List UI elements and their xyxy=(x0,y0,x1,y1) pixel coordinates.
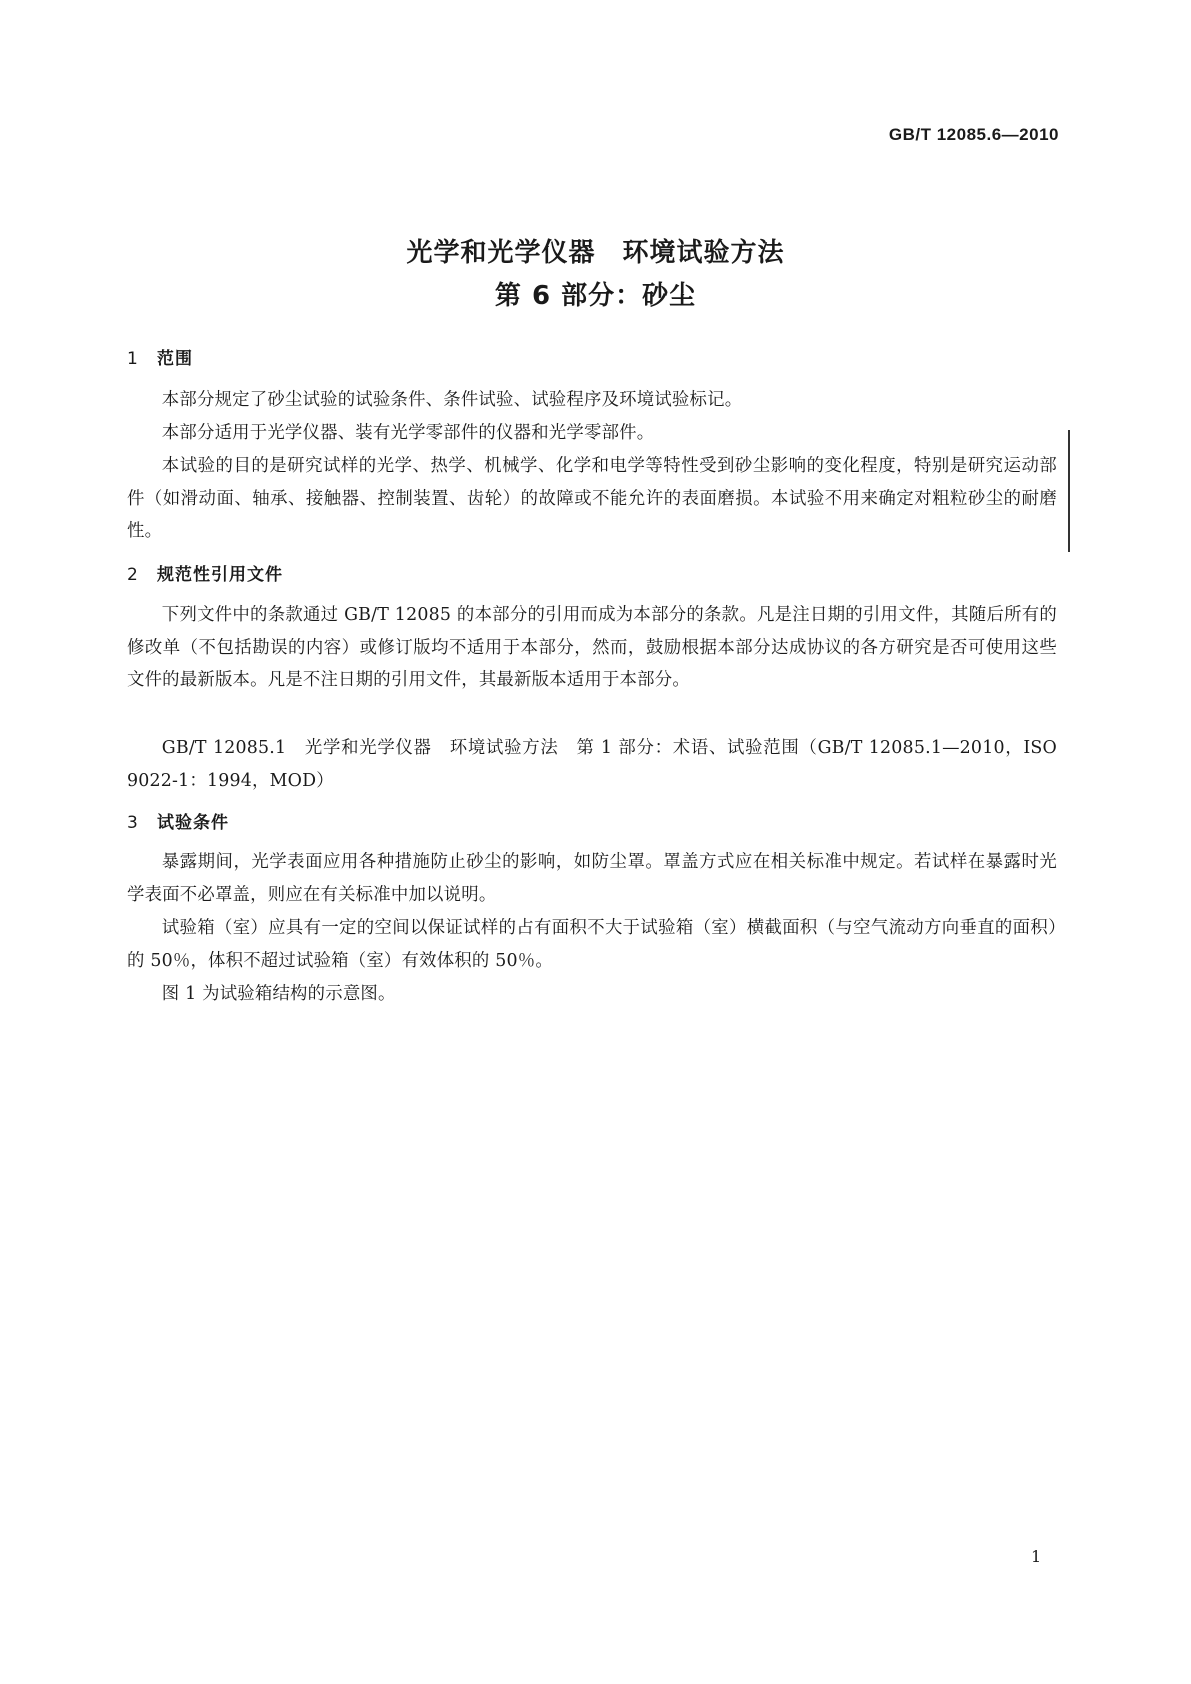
page-number: 1 xyxy=(1031,1547,1042,1566)
paragraph: 本部分适用于光学仪器、装有光学零部件的仪器和光学零部件。 xyxy=(161,423,655,443)
section-title: 规范性引用文件 xyxy=(157,565,283,585)
section-2-heading xyxy=(127,560,283,585)
section-number: 2 xyxy=(127,565,139,585)
standard-code: GB/T 12085.6—2010 xyxy=(888,125,1059,144)
paragraph: 本试验的目的是研究试样的光学、热学、机械学、化学和电学等特性受到砂尘影响的变化程度，特别是研究运动部件（如滑动面、轴承、接触器、控制装置、齿轮）的故障或不能允许的表面磨损。本试验不用来确定对粗粒砂尘的耐磨性。 xyxy=(127,456,1057,541)
document-title: 光学和光学仪器 环境试验方法 xyxy=(406,238,785,268)
section-number: 1 xyxy=(127,349,139,369)
section-3-heading xyxy=(127,808,229,833)
section-number: 3 xyxy=(127,813,139,833)
section-1-heading xyxy=(127,344,193,369)
paragraph: GB/T 12085.1 光学和光学仪器 环境试验方法 第 1 部分：术语、试验范围（GB/T 12085.1—2010，ISO 9022-1：1994，MOD） xyxy=(127,738,1057,791)
paragraph: 暴露期间，光学表面应用各种措施防止砂尘的影响，如防尘罩。罩盖方式应在相关标准中规定。若试样在暴露时光学表面不必罩盖，则应在有关标准中加以说明。 xyxy=(127,852,1057,905)
paragraph: 试验箱（室）应具有一定的空间以保证试样的占有面积不大于试验箱（室）横截面积（与空气流动方向垂直的面积）的 50％，体积不超过试验箱（室）有效体积的 50％。 xyxy=(127,918,1057,971)
document-subtitle: 第 6 部分：砂尘 xyxy=(494,281,697,311)
paragraph: 图 1 为试验箱结构的示意图。 xyxy=(161,984,396,1004)
section-title: 试验条件 xyxy=(157,813,229,833)
section-title: 范围 xyxy=(157,349,193,369)
revision-bar xyxy=(1068,430,1070,552)
paragraph: 本部分规定了砂尘试验的试验条件、条件试验、试验程序及环境试验标记。 xyxy=(161,390,743,410)
paragraph: 下列文件中的条款通过 GB/T 12085 的本部分的引用而成为本部分的条款。凡是注日期的引用文件，其随后所有的修改单（不包括勘误的内容）或修订版均不适用于本部分，然而，鼓励根据本部分达成协议的各方研究是否可使用这些文件的最新版本。凡是不注日期的引用文件，其最新版本适用于本部分。 xyxy=(127,605,1057,690)
